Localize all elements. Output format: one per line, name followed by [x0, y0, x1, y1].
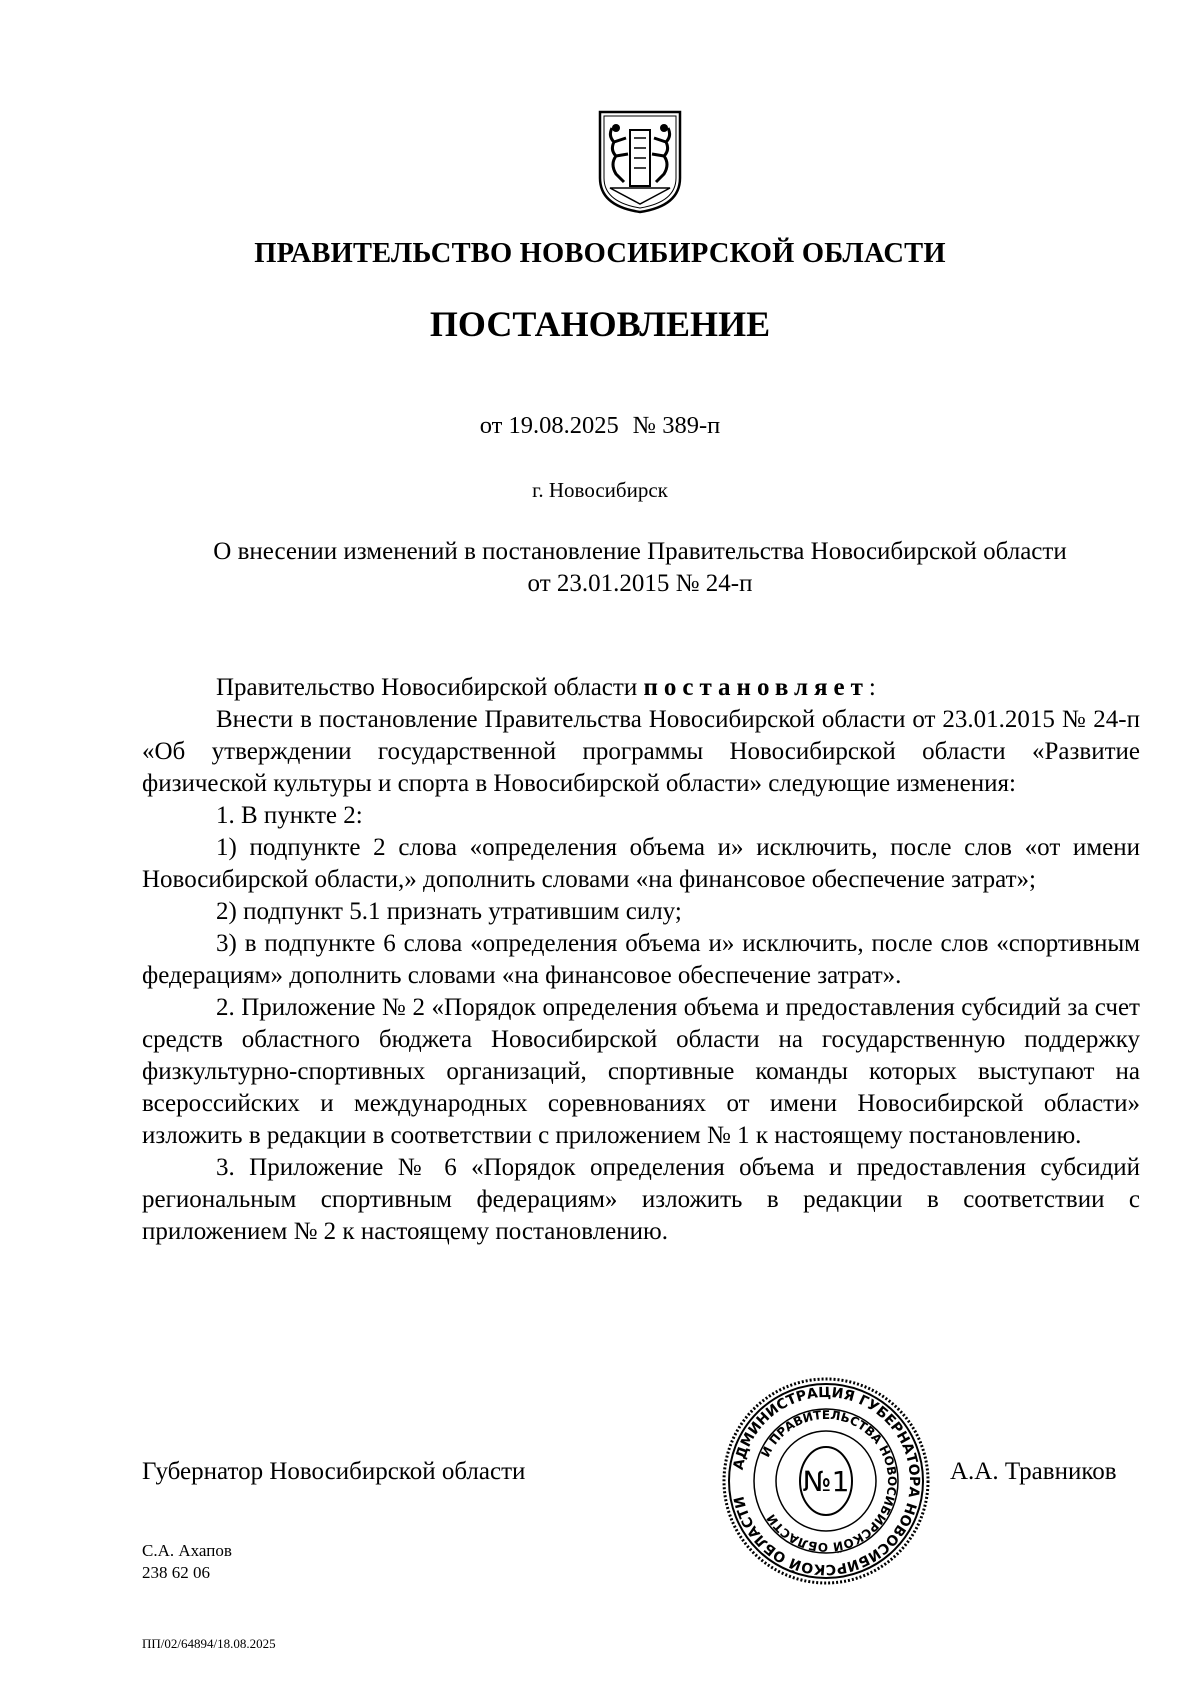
stamp-center-number: №1: [802, 1465, 850, 1498]
official-stamp-icon: [720, 1375, 932, 1587]
decision-paragraph: [142, 672, 1140, 704]
coat-of-arms-icon: [592, 108, 688, 214]
signatory-name: А.А. Травников: [950, 1458, 1117, 1485]
subject-line-1: О внесении изменений в постановление Правительства Новосибирской области: [213, 538, 1067, 565]
body-paragraph: 3) в подпункте 6 слова «определения объема и» исключить, после слов «спортивным федерациям» дополнить словами «на финансовое обеспечение затрат».: [142, 930, 1140, 989]
document-body: [142, 672, 1140, 1248]
body-paragraph: Внести в постановление Правительства Новосибирской области от 23.01.2015 № 24-п «Об утверждении государственной программы Новосибирской области «Развитие физической культуры и спорта в Новосибирской области» следующие изменения:: [142, 706, 1140, 797]
document-subject: [150, 536, 1130, 600]
executor-name: С.А. Ахапов: [142, 1541, 232, 1560]
executor-phone: 238 62 06: [142, 1563, 210, 1582]
document-type-title: ПОСТАНОВЛЕНИЕ: [429, 304, 771, 344]
stamp-inner-text: И ПРАВИТЕЛЬСТВА НОВОСИБИРСКОЙ ОБЛАСТИ: [758, 1407, 900, 1555]
document-date: от 19.08.2025: [479, 412, 619, 439]
document-date-number: [0, 412, 1200, 440]
signatory-position: Губернатор Новосибирской области: [142, 1458, 526, 1485]
body-paragraph: 1. В пункте 2:: [216, 802, 363, 829]
decision-suffix: :: [868, 674, 876, 701]
decision-prefix: Правительство Новосибирской области: [216, 674, 638, 701]
document-registration-code: ПП/02/64894/18.08.2025: [142, 1636, 276, 1651]
subject-line-2: от 23.01.2015 № 24-п: [527, 570, 753, 597]
document-city: г. Новосибирск: [532, 478, 668, 502]
executor-info: [142, 1540, 232, 1584]
stamp-outer-text: АДМИНИСТРАЦИЯ ГУБЕРНАТОРА НОВОСИБИРСКОЙ ОБЛАСТИ: [730, 1384, 923, 1578]
decision-word: постановляет: [643, 674, 869, 701]
document-number: № 389-п: [632, 412, 721, 439]
body-paragraph: 1) подпункте 2 слова «определения объема и» исключить, после слов «от имени Новосибирской области,» дополнить словами «на финансовое обеспечение затрат»;: [142, 834, 1140, 893]
body-paragraph: 2) подпункт 5.1 признать утратившим силу;: [216, 898, 682, 925]
body-paragraph: 3. Приложение № 6 «Порядок определения объема и предоставления субсидий региональным спортивным федерациям» изложить в редакции в соответствии с приложением № 2 к настоящему постановлению.: [142, 1154, 1140, 1245]
organization-name: ПРАВИТЕЛЬСТВО НОВОСИБИРСКОЙ ОБЛАСТИ: [254, 238, 946, 269]
body-paragraph: 2. Приложение № 2 «Порядок определения объема и предоставления субсидий за счет средств областного бюджета Новосибирской области на государственную поддержку физкультурно-спортивных организаций, спортивные команды которых выступают на всероссийских и международных соревнованиях от имени Новосибирской области» изложить в редакции в соответствии с приложением № 1 к настоящему постановлению.: [142, 994, 1140, 1149]
